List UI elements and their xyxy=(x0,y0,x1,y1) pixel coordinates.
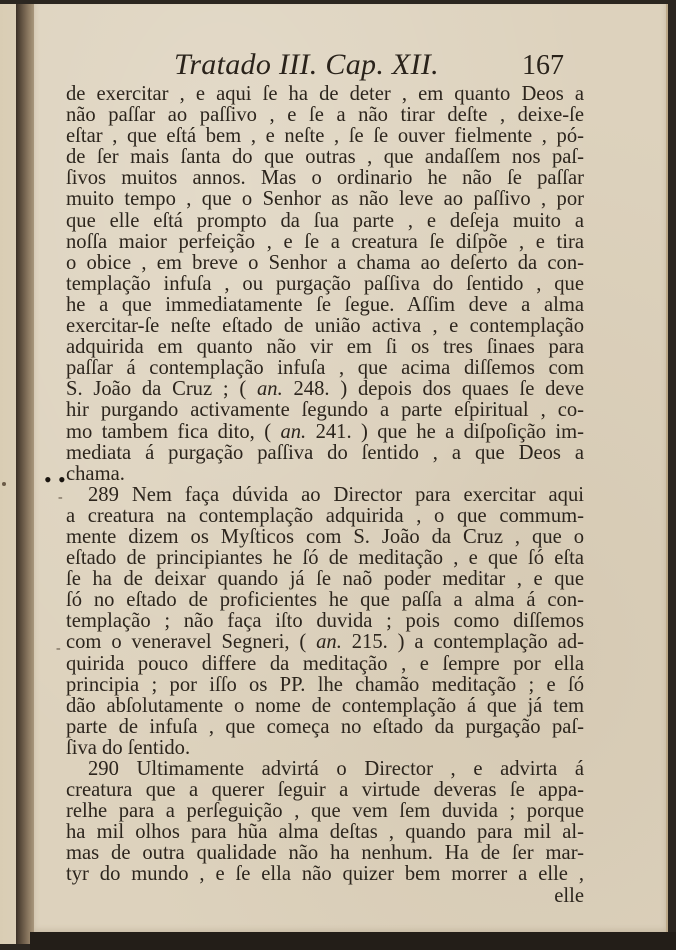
text-line: creatura que a querer ſeguir a virtude deveras ſe appa- xyxy=(66,779,584,802)
text-line: ha mil olhos para hũa alma deſtas , quando para mil al- xyxy=(66,821,584,844)
page-number: 167 xyxy=(522,50,564,81)
page-header xyxy=(34,48,666,88)
text-line: 289 Nem faça dúvida ao Director para exercitar aqui xyxy=(88,483,584,506)
margin-dot-mark: • xyxy=(44,467,52,492)
text-line: a creatura na contemplação adquirida , o que commum- xyxy=(66,504,584,527)
book-page xyxy=(34,4,668,934)
text-line: S. João da Cruz ; ( an. 248. ) depois dos quaes ſe deve xyxy=(66,378,585,401)
text-line: ſó no eſtado de proficientes he que paſſa a alma á con- xyxy=(66,589,584,612)
text-line: ſivos muitos annos. Mas o ordinario he não ſe paſſar xyxy=(66,167,584,190)
binding-gutter xyxy=(16,4,34,944)
scan-bottom-edge xyxy=(30,932,676,950)
margin-dash-mark: - xyxy=(56,641,61,656)
text-line: dão abſolutamente o nome de contemplação á que já tem xyxy=(66,694,584,717)
running-head: Tratado III. Cap. XII. xyxy=(174,48,439,81)
reference-abbrev: an. xyxy=(257,378,283,401)
text-line: eſtar , que eſtá bem , e neſte , ſe ſe ouver fielmente , pó- xyxy=(66,125,584,148)
text-line: ſe ha de deixar quando já ſe naõ poder meditar , e que xyxy=(66,568,584,591)
text-line: hir purgando activamente ſegundo a parte eſpiritual , co- xyxy=(66,399,584,422)
text-line: mediata á purgação paſſiva do ſentido , a que Deos a xyxy=(66,441,584,464)
text-line: exercitar-ſe neſte eſtado de união activa , e contemplação xyxy=(66,315,584,338)
text-line: paſſar á contemplação infuſa , que acima diſſemos com xyxy=(66,357,584,380)
text-line: de exercitar , e aqui ſe ha de deter , em quanto Deos a xyxy=(66,83,584,105)
text-line: eſtado de principiantes he ſó de meditação , e que ſó eſta xyxy=(66,547,584,570)
reference-abbrev: an. xyxy=(316,631,342,654)
text-line: parte de infuſa , que começa no eſtado da purgação paſ- xyxy=(66,715,584,738)
text-line: noſſa maior perfeição , e ſe a creatura ſe diſpõe , e tira xyxy=(66,230,584,253)
text-line: não paſſar ao paſſivo , e ſe a não tirar deſte , deixe-ſe xyxy=(66,104,584,127)
text-line: 290 Ultimamente advirtá o Director , e advirta á xyxy=(88,758,584,780)
reference-abbrev: an. xyxy=(280,420,307,443)
text-line: principia ; por iſſo os PP. lhe chamão meditação ; e ſó xyxy=(66,673,584,696)
text-line: mente dizem os Myſticos com S. João da Cruz , que o xyxy=(66,525,584,548)
text-line: tyr do mundo , e ſe ella não quizer bem morrer a elle , xyxy=(66,863,584,886)
margin-dash-mark: - xyxy=(58,490,63,505)
text-line: he a que immediatamente ſe ſegue. Aſſim deve a alma xyxy=(66,293,584,316)
text-line: relhe para a perſeguição , que vem ſem duvida ; porque xyxy=(66,800,584,823)
body-text xyxy=(66,84,584,907)
text-line: ſiva do ſentido. xyxy=(66,736,191,759)
text-line: templação ; não faça iſto duvida ; pois como diſſemos xyxy=(66,610,584,633)
text-line: que elle eſtá prompto da ſua parte , e deſeja muito a xyxy=(66,209,584,232)
text-line: chama. xyxy=(66,462,125,485)
text-line: quirida pouco differe da meditação , e ſempre por ella xyxy=(66,652,584,675)
text-line: muito tempo , que o Senhor as não leve ao paſſivo , por xyxy=(66,188,584,211)
text-line: mas de outra qualidade não ha nenhum. Ha de ſer mar- xyxy=(66,842,584,865)
text-line: o obice , em breve o Senhor a chama ao deſerto da con- xyxy=(66,251,584,274)
margin-dot-mark: • xyxy=(58,467,66,492)
text-line: adquirida em quanto não vir em ſi os tres ſinaes para xyxy=(66,336,584,359)
ink-speck xyxy=(2,482,6,486)
catchword: elle xyxy=(554,884,584,907)
text-line: templação infuſa , ou purgação paſſiva do ſentido , que xyxy=(66,272,584,295)
text-line: com o veneravel Segneri, ( an. 215. ) a contemplação ad- xyxy=(66,631,584,654)
text-line: de ſer mais ſanta do que outras , que andaſſem nos paſ- xyxy=(66,146,584,169)
text-line: mo tambem fica dito, ( an. 241. ) que he a diſpoſição im- xyxy=(66,420,584,443)
